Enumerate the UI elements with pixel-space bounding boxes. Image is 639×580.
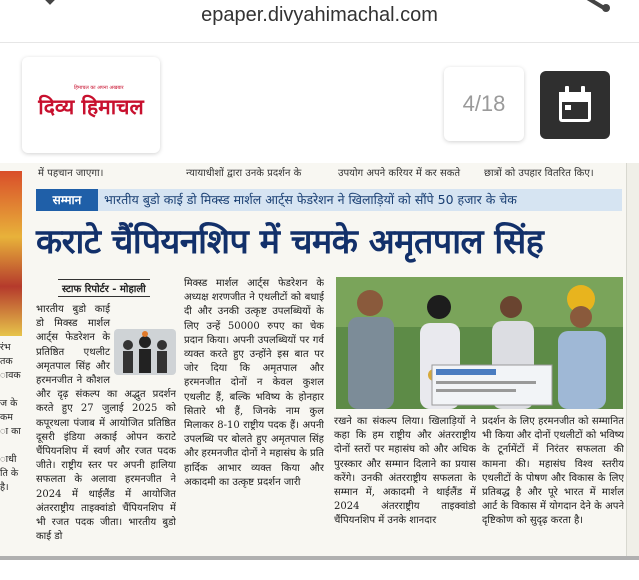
strip-fragment: है।: [0, 482, 9, 493]
adjacent-photo-strip: [0, 171, 22, 336]
strip-fragment: रंभ: [0, 342, 11, 353]
strip-fragment: ावक: [0, 370, 21, 381]
epaper-header: [0, 42, 639, 163]
strip-fragment: [0, 439, 22, 453]
strip-fragment: ाधी: [0, 454, 17, 465]
section-tag: सम्मान: [36, 189, 98, 211]
snippet: में पहचान जाएगा।: [38, 168, 104, 179]
article-kicker-bar: [36, 189, 622, 211]
snippet: छात्रों को उपहार वितरित किए।: [484, 168, 594, 179]
strip-fragment: ज के: [0, 398, 18, 409]
newspaper-page[interactable]: [0, 163, 639, 560]
browser-url-bar: [0, 0, 639, 42]
article-kicker: भारतीय बुडो काई डो मिक्स्ड मार्शल आर्ट्स फेडरेशन ने खिलाड़ियों को सौंपे 50 हजार के चेक: [104, 192, 517, 207]
snippet: न्यायाधीशों द्वारा उनके प्रदर्शन के: [186, 168, 302, 179]
share-icon[interactable]: [580, 0, 620, 16]
article-column-4: [482, 415, 624, 547]
athletes-with-cheque-photo: [336, 277, 623, 409]
strip-fragment: कम: [0, 412, 13, 423]
article-column-1: [36, 303, 176, 547]
page-indicator[interactable]: 4/18: [444, 67, 524, 141]
article-headline: कराटे चैंपियनशिप में चमके अमृतपाल सिंह: [36, 222, 544, 262]
previous-article-snippets: [0, 165, 639, 179]
strip-fragment: ा का: [0, 426, 21, 437]
logo-text: दिव्य हिमाचल: [38, 95, 144, 119]
strip-fragment: ति के: [0, 468, 19, 479]
column-text: मिक्स्ड मार्शल आर्ट्स फेडरेशन के अध्यक्ष शरणजीत ने एथलीटों को बधाई दी और उनकी उत्कृष्ट उपलब्धियों के लिए उन्हें 50000 रुपए का चेक प्रदान किया। अपनी उपलब्धियों पर गर्व व्यक्त करते हुए उन्होंने इस बात पर जोर दिया कि अमृतपाल और हरमनजीत दोनों न केवल कुशल एथलीट हैं, बल्कि भविष्य के होनहार सितारे भी हैं, जिनके नाम कुल मिलाकर 8-10 राष्ट्रीय पदक हैं। अपनी उपलब्धि पर बोलते हुए अमृतपाल सिंह और हरमनजीत दोनों ने महासंघ के प्रति हार्दिक आभार व्यक्त किया और अकादमी का उत्कृष्ट प्रदर्शन जारी: [184, 278, 324, 488]
logo-tagline: हिमाचल का अपना अखबार: [74, 85, 124, 91]
calendar-icon: [557, 86, 593, 124]
url-text[interactable]: epaper.divyahimachal.com: [201, 4, 438, 26]
article-byline: स्टाफ रिपोर्टर - मोहाली: [58, 279, 150, 297]
calendar-button[interactable]: [540, 71, 610, 139]
strip-fragment: तक: [0, 356, 13, 367]
column-text: रखने का संकल्प लिया। खिलाड़ियों ने कहा कि हम राष्ट्रीय और अंतरराष्ट्रीय दोनों स्तरों पर महासंघ को और अधिक पुरस्कार और सम्मान दिलाने का प्रयास करेंगे। उनकी अंतरराष्ट्रीय सफलता के सम्मान में, अकादमी ने थाईलैंड में 2024 अंतरराष्ट्रीय ताइक्वांडो चैंपियनशिप में उनके शानदार: [334, 416, 476, 527]
article-column-3: [334, 415, 476, 547]
adjacent-column: [0, 341, 22, 495]
strip-fragment: [0, 383, 22, 397]
adjacent-column-right: [626, 163, 639, 556]
article-column-2: [184, 277, 324, 547]
column-text: भारतीय बुडो काई डो मिक्स्ड मार्शल आर्ट्स फेडरेशन के प्रतिष्ठित एथलीट अमृतपाल सिंह और हरमनजीत ने कौशल और दृढ़ संकल्प का अद्भुत प्रदर्शन करते हुए 27 जुलाई 2025 को कपूरथला पंजाब में आयोजित प्रतिष्ठित दूसरी इंडिया अकाई ओपन कराटे चैंपियनशिप में स्वर्ण और रजत पदक जीते। राष्ट्रीय स्तर पर अपनी हालिया सफलता के अलावा हरमनजीत ने 2024 में थाईलैंड में आयोजित अंतरराष्ट्रीय ताइक्वांडो चैंपियनशिप में भी रजत पदक जीता। भारतीय बुडो काई डो: [36, 304, 176, 543]
column-text: प्रदर्शन के लिए हरमनजीत को सम्मानित भी किया और दोनों एथलीटों को भविष्य के टूर्नामेंटों में निरंतर सफलता की कामना की। महासंघ विश्व स्तरीय एथलीटों के पोषण और विकास के लिए प्रतिबद्ध है और पूरे भारत में मार्शल आर्ट के विकास में योगदान देने के अपने दृष्टिकोण को सुदृढ़ करता है।: [482, 416, 624, 527]
athletes-silhouette-icon: [114, 329, 176, 375]
snippet: उपयोग अपने करियर में कर सकते: [338, 168, 461, 179]
page-divider: [0, 556, 639, 560]
article-photo[interactable]: [336, 277, 623, 409]
publication-logo[interactable]: [22, 57, 160, 153]
